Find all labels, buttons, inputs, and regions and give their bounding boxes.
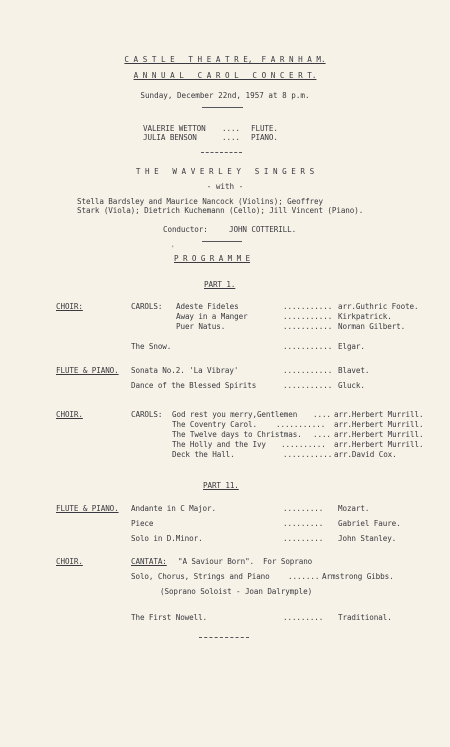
with-line: - with - — [206, 182, 244, 191]
divider-rule — [202, 241, 242, 242]
performer-label: FLUTE & PIANO. — [56, 366, 119, 375]
leader-dots: ........... — [283, 302, 333, 311]
leader-dots: ........... — [283, 450, 333, 459]
piece-title: Adeste Fideles — [176, 302, 239, 311]
piece-title: Piece — [131, 519, 154, 528]
composer: arr.Guthric Foote. — [338, 302, 419, 311]
performer-label: FLUTE & PIANO. — [56, 504, 119, 513]
performer-label: CHOIR. — [56, 557, 83, 566]
group-label: CAROLS: — [131, 302, 163, 311]
leader-dots: .... — [313, 410, 331, 419]
part-heading: PART 1. — [204, 280, 236, 289]
piece-title: The Snow. — [131, 342, 172, 351]
leader-dots: .... — [222, 133, 240, 142]
piece-title: Andante in C Major. — [131, 504, 216, 513]
composer: arr.Herbert Murrill. — [334, 410, 424, 419]
leader-dots: .......... — [281, 440, 326, 449]
soloist-instrument: FLUTE. — [251, 124, 278, 133]
composer: arr.David Cox. — [334, 450, 397, 459]
concert-date: Sunday, December 22nd, 1957 at 8 p.m. — [140, 91, 310, 100]
conductor-label: Conductor: — [163, 225, 208, 234]
stray-mark: ' — [171, 245, 175, 252]
soloist-name: JULIA BENSON — [143, 133, 197, 142]
leader-dots: ......... — [283, 504, 324, 513]
piece-title: The First Nowell. — [131, 613, 208, 622]
soloist-note: (Soprano Soloist - Joan Dalrymple) — [160, 587, 313, 596]
composer: John Stanley. — [338, 534, 397, 543]
soloist-name: VALERIE WETTON — [143, 124, 206, 133]
leader-dots: ........... — [283, 366, 333, 375]
piece-title: Solo in D.Minor. — [131, 534, 203, 543]
leader-dots: ......... — [283, 534, 324, 543]
composer: Gabriel Faure. — [338, 519, 401, 528]
cantata-description: Solo, Chorus, Strings and Piano — [131, 572, 270, 581]
conductor-name: JOHN COTTERILL. — [229, 225, 297, 234]
singers-heading: T H E W A V E R L E Y S I N G E R S — [135, 167, 315, 176]
piece-title: The Coventry Carol. — [172, 420, 257, 429]
piece-title: Away in a Manger — [176, 312, 248, 321]
composer: Armstrong Gibbs. — [322, 572, 394, 581]
divider-rule — [201, 152, 242, 153]
leader-dots: ........... — [283, 312, 333, 321]
composer: arr.Herbert Murrill. — [334, 420, 424, 429]
composer: Traditional. — [338, 613, 392, 622]
leader-dots: ........... — [283, 381, 333, 390]
composer: Blavet. — [338, 366, 370, 375]
soloist-instrument: PIANO. — [251, 133, 278, 142]
players-line: Stark (Viola); Dietrich Kuchemann (Cello); Jill Vincent (Piano). — [77, 206, 364, 215]
programme-heading: P R O G R A M M E — [174, 254, 251, 263]
leader-dots: .... — [313, 430, 331, 439]
leader-dots: ....... — [288, 572, 320, 581]
composer: arr.Herbert Murrill. — [334, 430, 424, 439]
composer: Gluck. — [338, 381, 365, 390]
piece-title: Deck the Hall. — [172, 450, 235, 459]
piece-title: Sonata No.2. 'La Vibray' — [131, 366, 239, 375]
composer: Kirkpatrick. — [338, 312, 392, 321]
cantata-label: CANTATA: — [131, 557, 167, 566]
composer: arr.Herbert Murrill. — [334, 440, 424, 449]
performer-label: CHOIR: — [56, 302, 83, 311]
group-label: CAROLS: — [131, 410, 163, 419]
concert-heading: A N N U A L C A R O L C O N C E R T. — [133, 71, 317, 80]
composer: Mozart. — [338, 504, 370, 513]
cantata-description: "A Saviour Born". For Soprano — [178, 557, 313, 566]
piece-title: God rest you merry,Gentlemen — [172, 410, 298, 419]
leader-dots: ........... — [283, 342, 333, 351]
leader-dots: ......... — [283, 519, 324, 528]
piece-title: Puer Natus. — [176, 322, 226, 331]
leader-dots: .... — [222, 124, 240, 133]
leader-dots: ......... — [283, 613, 324, 622]
composer: Elgar. — [338, 342, 365, 351]
part-heading: PART 11. — [203, 481, 239, 490]
theatre-heading: C A S T L E T H E A T R E, F A R N H A M. — [124, 55, 326, 64]
piece-title: The Twelve days to Christmas. — [172, 430, 302, 439]
composer: Norman Gilbert. — [338, 322, 406, 331]
leader-dots: ........... — [276, 420, 326, 429]
leader-dots: ........... — [283, 322, 333, 331]
end-rule — [199, 637, 249, 638]
piece-title: Dance of the Blessed Spirits — [131, 381, 257, 390]
piece-title: The Holly and the Ivy — [172, 440, 266, 449]
performer-label: CHOIR. — [56, 410, 83, 419]
players-line: Stella Bardsley and Maurice Nancock (Violins); Geoffrey — [77, 197, 323, 206]
divider-rule — [202, 107, 243, 108]
